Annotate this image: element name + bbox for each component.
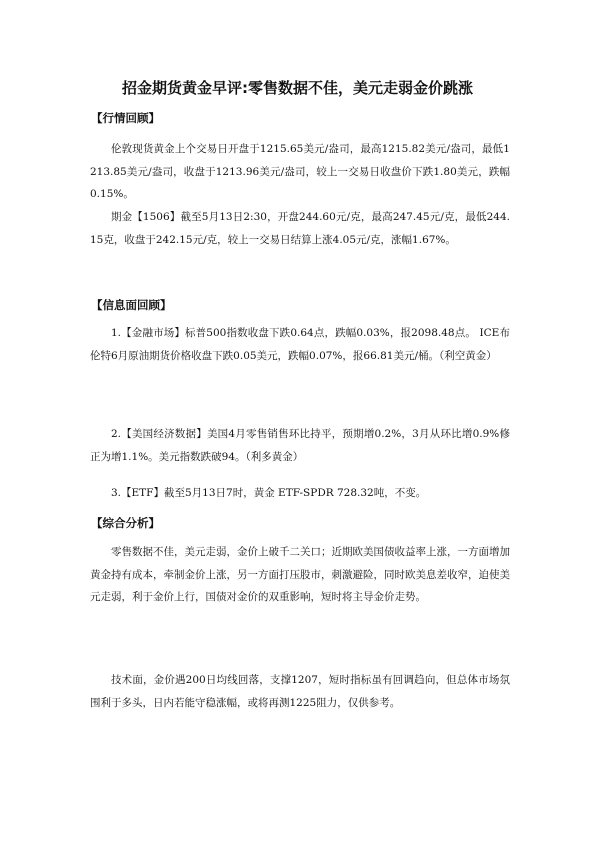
paragraph-analysis: 零售数据不佳，美元走弱，金价上破千二关口；近期欧美国债收益率上涨，一方面增加黄金持有成本，牵制金价上涨，另一方面打压股市，刺激避险，同时欧美息差收窄，迫使美元走弱，利于金价上行，国债对金价的双重影响，短时将主导金价走势。 [90,546,510,603]
paragraph-technical: 技术面，金价遇200日均线回落，支撑1207，短时指标虽有回调趋向，但总体市场氛围利于多头，日内若能守稳涨幅，或将再测1225阻力，仅供参考。 [90,674,510,709]
paragraph-futures-1506: 期金【1506】截至5月13日2:30，开盘244.60元/克，最高247.45元/克，最低244.15克，收盘于242.15元/克，较上一交易日结算上涨4.05元/克，涨幅1.67%。 [90,211,510,246]
section-heading-market-review: 【行情回顾】 [91,111,160,125]
list-item-us-economic-data: 2.【美国经济数据】美国4月零售销售环比持平，预期增0.2%，3月从环比增0.9%修正为增1.1%。美元指数跌破94。（利多黄金） [90,428,510,463]
section-heading-analysis: 【综合分析】 [91,516,160,530]
section-heading-news-review: 【信息面回顾】 [91,298,172,312]
list-item-etf: 3.【ETF】截至5月13日7时，黄金 ETF-SPDR 728.32吨，不变。 [111,487,427,499]
paragraph-london-gold: 伦敦现货黄金上个交易日开盘于1215.65美元/盎司，最高1215.82美元/盎司，最低1213.85美元/盎司，收盘于1213.96美元/盎司，较上一交易日收盘价下跌1.80美元，跌幅0.15%。 [90,143,510,200]
list-item-financial-market: 1.【金融市场】标普500指数收盘下跌0.64点，跌幅0.03%，报2098.48点。 ICE布伦特6月原油期货价格收盘下跌0.05美元，跌幅0.07%，报66.81美元/桶。（利空黄金） [90,327,510,362]
document-title: 招金期货黄金早评:零售数据不佳，美元走弱金价跳涨 [121,79,473,97]
